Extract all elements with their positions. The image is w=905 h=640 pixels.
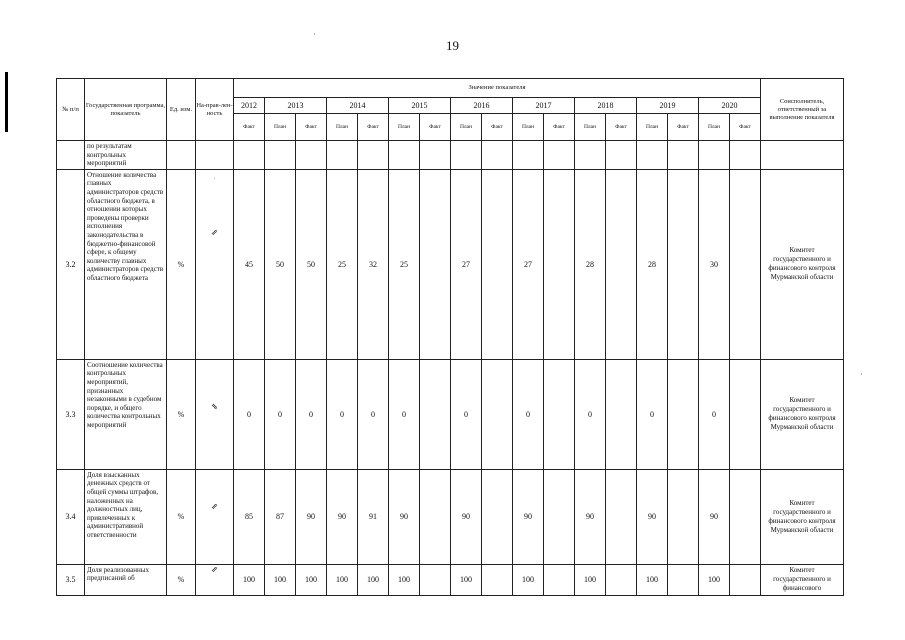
subheader-plan: План (327, 114, 358, 141)
row-executor: Комитет государственного и финансового контроля Мурманской области (761, 469, 844, 564)
speck-mark: · (860, 370, 863, 379)
row-no: 3.2 (57, 169, 85, 359)
subheader-fact: Факт (482, 114, 513, 141)
value-cell (668, 169, 699, 359)
value-cell: 50 (296, 169, 327, 359)
value-cell (606, 469, 637, 564)
value-cell (730, 359, 761, 469)
value-cell: 100 (389, 564, 420, 595)
value-cell: 85 (234, 469, 265, 564)
row-no: 3.3 (57, 359, 85, 469)
header-no: № п/п (57, 79, 85, 141)
row-name: Доля реализованных предписаний об (85, 564, 167, 595)
value-cell (668, 469, 699, 564)
value-cell: 90 (699, 469, 730, 564)
value-cell: 28 (575, 169, 606, 359)
subheader-fact: Факт (544, 114, 575, 141)
table-row (57, 359, 844, 469)
year-2018: 2018 (575, 98, 637, 114)
value-cell (730, 469, 761, 564)
header-executor: Соисполнитель, ответственный за выполнение показателя (761, 79, 844, 141)
value-cell (606, 359, 637, 469)
header-name: Государственная программа, показатель (85, 79, 167, 141)
row-name: Отношение количества главных администраторов средств областного бюджета, в отношении которых проведены проверки исполнения законодательства в бюджетно-финансовой сфере, к общему количеству главных администраторов средств областного бюджета (85, 169, 167, 359)
year-2016: 2016 (451, 98, 513, 114)
year-2020: 2020 (699, 98, 761, 114)
value-cell (482, 169, 513, 359)
value-cell (420, 359, 451, 469)
direction-cell (196, 169, 234, 359)
value-cell: 100 (575, 564, 606, 595)
row-name: Соотношение количества контрольных мероприятий, признанных незаконными в судебном порядке, и общего количества контрольных мероприятий (85, 359, 167, 469)
row-executor (761, 141, 844, 170)
subheader-fact: Факт (730, 114, 761, 141)
year-2015: 2015 (389, 98, 451, 114)
value-cell: 0 (699, 359, 730, 469)
arrow-up-right-icon: ⇗ (211, 227, 218, 237)
row-executor: Комитет государственного и финансового (761, 564, 844, 595)
value-cell: 45 (234, 169, 265, 359)
value-cell (606, 169, 637, 359)
value-cell (606, 564, 637, 595)
year-2013: 2013 (265, 98, 327, 114)
value-cell: 0 (358, 359, 389, 469)
value-cell: 100 (265, 564, 296, 595)
value-cell: 100 (513, 564, 544, 595)
value-cell (730, 564, 761, 595)
subheader-fact: Факт (358, 114, 389, 141)
year-2019: 2019 (637, 98, 699, 114)
row-no: 3.4 (57, 469, 85, 564)
subheader-fact: Факт (668, 114, 699, 141)
row-unit: % (167, 169, 196, 359)
value-cell: 0 (296, 359, 327, 469)
subheader-fact: Факт (420, 114, 451, 141)
value-cell (420, 469, 451, 564)
year-2014: 2014 (327, 98, 389, 114)
subheader-plan: План (575, 114, 606, 141)
value-cell (544, 469, 575, 564)
value-cell: 100 (296, 564, 327, 595)
table-row (57, 141, 844, 170)
value-cell: 90 (451, 469, 482, 564)
value-cell (482, 359, 513, 469)
value-cell: 100 (358, 564, 389, 595)
value-cell: 32 (358, 169, 389, 359)
value-cell: 100 (637, 564, 668, 595)
row-executor: Комитет государственного и финансового контроля Мурманской области (761, 169, 844, 359)
value-cell: 28 (637, 169, 668, 359)
arrow-down-right-icon: ⇘ (211, 401, 218, 411)
value-cell (420, 564, 451, 595)
table-row (57, 469, 844, 564)
value-cell: 100 (451, 564, 482, 595)
subheader-plan: План (389, 114, 420, 141)
value-cell: 0 (637, 359, 668, 469)
value-cell (668, 359, 699, 469)
subheader-plan: План (699, 114, 730, 141)
value-cell (482, 564, 513, 595)
dot-mark: · (213, 175, 216, 182)
header-unit: Ед. изм. (167, 79, 196, 141)
value-cell: 25 (389, 169, 420, 359)
row-unit: % (167, 469, 196, 564)
value-cell: 90 (637, 469, 668, 564)
table-row (57, 169, 844, 359)
value-cell: 90 (575, 469, 606, 564)
row-direction (196, 141, 234, 170)
value-cell (668, 564, 699, 595)
value-cell (544, 564, 575, 595)
speck-mark: · (313, 30, 316, 39)
year-2017: 2017 (513, 98, 575, 114)
value-cell: 0 (389, 359, 420, 469)
value-cell: 0 (513, 359, 544, 469)
value-cell (544, 359, 575, 469)
subheader-fact: Факт (606, 114, 637, 141)
value-cell: 0 (234, 359, 265, 469)
row-executor: Комитет государственного и финансового контроля Мурманской области (761, 359, 844, 469)
value-cell: 90 (327, 469, 358, 564)
header-values: Значение показателя (234, 79, 761, 98)
value-cell: 30 (699, 169, 730, 359)
value-cell (420, 169, 451, 359)
value-cell: 90 (513, 469, 544, 564)
row-no: 3.5 (57, 564, 85, 595)
direction-cell (196, 564, 234, 595)
value-cell: 25 (327, 169, 358, 359)
value-cell: 27 (451, 169, 482, 359)
subheader-plan: План (265, 114, 296, 141)
value-cell: 90 (389, 469, 420, 564)
value-cell: 0 (451, 359, 482, 469)
value-cell (544, 169, 575, 359)
left-edge-mark (5, 72, 8, 132)
value-cell: 0 (575, 359, 606, 469)
row-unit: % (167, 359, 196, 469)
year-2012: 2012 (234, 98, 265, 114)
subheader-plan: План (451, 114, 482, 141)
page-number: 19 (446, 38, 459, 53)
value-cell: 50 (265, 169, 296, 359)
table-row (57, 564, 844, 595)
value-cell: 90 (296, 469, 327, 564)
subheader-plan: План (513, 114, 544, 141)
direction-cell (196, 359, 234, 469)
arrow-up-right-icon: ⇗ (211, 564, 218, 574)
row-unit: % (167, 564, 196, 595)
value-cell: 100 (699, 564, 730, 595)
value-cell: 0 (265, 359, 296, 469)
indicator-table (56, 78, 844, 596)
value-cell (730, 169, 761, 359)
value-cell: 100 (234, 564, 265, 595)
row-unit (167, 141, 196, 170)
subheader-fact: Факт (234, 114, 265, 141)
subheader-fact: Факт (296, 114, 327, 141)
value-cell (482, 469, 513, 564)
value-cell: 27 (513, 169, 544, 359)
row-name: по результатам контрольных мероприятий (85, 141, 167, 170)
direction-cell (196, 469, 234, 564)
value-cell: 91 (358, 469, 389, 564)
subheader-plan: План (637, 114, 668, 141)
header-direction: На-прав-лен-ность (196, 79, 234, 141)
value-cell: 0 (327, 359, 358, 469)
value-cell: 87 (265, 469, 296, 564)
row-no (57, 141, 85, 170)
row-name: Доля взысканных денежных средств от общей суммы штрафов, наложенных на должностных лиц, привлеченных к административной ответственности (85, 469, 167, 564)
arrow-up-right-icon: ⇗ (211, 501, 218, 511)
value-cell: 100 (327, 564, 358, 595)
